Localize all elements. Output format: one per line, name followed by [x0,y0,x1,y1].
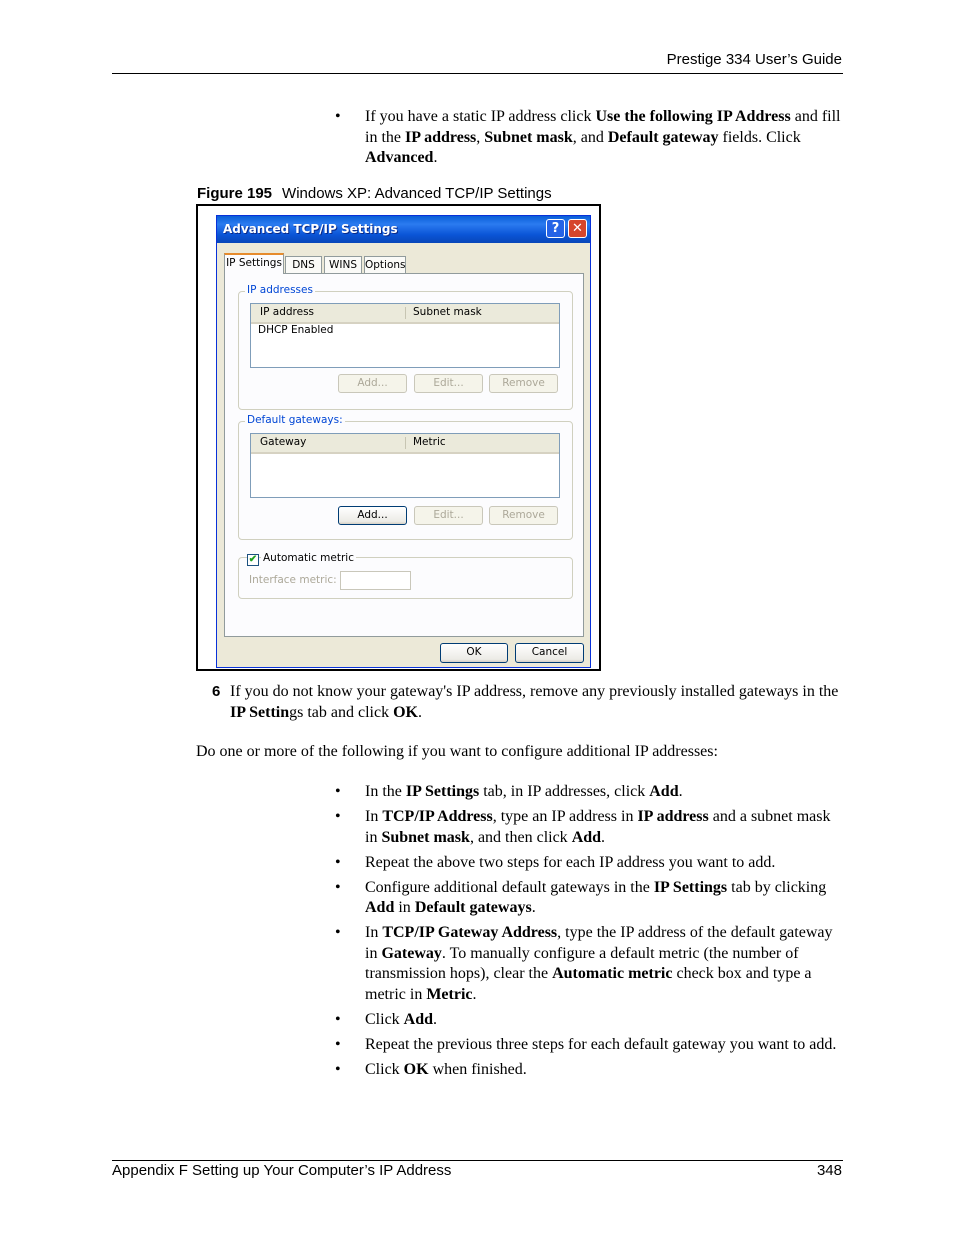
list-item-text [365,783,683,800]
body-paragraph: Do one or more of the following if you want to configure additional IP addresses: [196,743,718,760]
list-item [335,782,845,803]
ip-address-list[interactable] [250,303,560,368]
bullet-dot: • [335,924,341,941]
bold-term: IP Settin [230,703,290,721]
bold-term: Add [571,828,602,846]
text-run: . [531,899,536,916]
bullet-dot: • [335,783,341,800]
text-run: Configure additional default gateways in the [365,878,654,896]
text-run: fields. Click [718,128,801,146]
text-run: , type the IP address of the default gateway in [365,924,833,962]
list-item [335,1060,845,1081]
interface-metric-label: Interface metric: [249,574,337,586]
default-gateways-label: Default gateways: [247,414,343,426]
metric-column[interactable]: Metric [413,436,446,448]
ip-add-button[interactable]: Add... [338,374,407,393]
bold-term: IP address [405,128,477,146]
text-run: and a subnet mask in [365,808,831,846]
ip-addresses-label: IP addresses [247,284,313,296]
gateway-remove-button[interactable]: Remove [489,506,558,525]
figure-frame [196,204,601,671]
text-run: , [476,128,485,146]
text-run: In the [365,783,406,800]
bold-term: Add [649,783,679,800]
bullet-list [335,782,845,1085]
automatic-metric-checkbox[interactable] [247,554,259,566]
bullet-dot: • [335,1035,341,1053]
text-run: when finished. [428,1060,527,1078]
list-item [335,878,845,919]
footer-rule [112,1160,843,1161]
ip-remove-button[interactable]: Remove [489,374,558,393]
interface-metric-input[interactable] [340,571,411,590]
bold-term: Subnet mask [381,828,470,846]
list-item-text [365,1061,527,1078]
advanced-tcpip-dialog [216,215,591,668]
list-item [335,853,845,874]
default-gateways-group [238,414,573,540]
footer-chapter-title: Appendix F Setting up Your Computer’s IP Address [112,1162,452,1179]
bold-term: IP address [637,808,709,825]
step-6-text [212,682,852,723]
bold-term: Default gateway [607,128,719,146]
bold-term: Use the following IP Address [595,108,791,125]
text-run: . [678,783,683,800]
bold-term: Gateway [381,944,442,962]
bold-term: Default gateways [414,899,532,916]
text-run: Repeat the previous three steps for each default gateway you want to add. [365,1035,837,1053]
intro-bullet-block [335,107,845,173]
gateway-list[interactable] [250,433,560,498]
close-button[interactable] [568,219,587,238]
bold-term: TCP/IP Address [382,808,493,825]
ip-list-header [251,304,559,324]
dialog-title: Advanced TCP/IP Settings [223,222,398,236]
list-item-text [365,854,775,871]
bold-term: Automatic metric [552,965,673,982]
text-run: Click [365,1010,404,1028]
header-rule [112,73,843,74]
text-run: , and [572,128,608,146]
gateway-list-header [251,434,559,454]
list-item [335,807,845,848]
bold-term: Subnet mask [484,128,573,146]
bold-term: Advanced [365,149,434,166]
bullet-dot: • [335,108,341,125]
bold-term: Add [365,899,395,916]
metric-group [238,552,573,599]
text-run: In [365,808,383,825]
bold-term: OK [393,703,418,721]
page-header-title: Prestige 334 User’s Guide [666,51,842,68]
tab-options[interactable]: Options [364,256,406,273]
cancel-button[interactable]: Cancel [515,643,584,663]
list-item-text [365,808,830,846]
close-icon: ✕ [572,221,583,236]
automatic-metric-label: Automatic metric [263,552,354,564]
figure-caption [197,185,552,202]
bold-term: Metric [426,985,473,1003]
text-run: tab, in IP addresses, click [479,783,650,800]
ok-button[interactable]: OK [440,643,508,663]
text-run: . [433,149,438,166]
text-run: Repeat the above two steps for each IP address you want to add. [365,853,776,871]
tab-dns[interactable]: DNS [285,256,322,273]
ip-addresses-group [238,284,573,410]
list-item [335,1010,845,1031]
gateway-add-button[interactable]: Add... [338,506,407,525]
gateway-edit-button[interactable]: Edit... [414,506,483,525]
text-run: check box and type a metric in [365,965,812,1003]
list-item-text [365,924,832,1003]
text-run: , and then click [469,828,572,846]
column-divider [405,307,406,319]
subnet-mask-column[interactable]: Subnet mask [413,306,482,318]
list-item-text [365,879,826,917]
text-run: , type an IP address in [492,808,638,825]
bullet-dot: • [335,853,341,871]
text-run: . To manually configure a default metric (the number of transmission hops), clear the [365,944,799,982]
ip-address-column[interactable]: IP address [260,306,315,318]
page-number: 348 [816,1162,842,1179]
ip-settings-pane [224,273,584,637]
list-item-text [365,1036,836,1053]
list-item [335,1035,845,1056]
list-item [335,923,845,1005]
bold-term: IP Settings [653,878,728,896]
ip-edit-button[interactable]: Edit... [414,374,483,393]
text-run: . [417,703,422,721]
text-run: in [394,899,415,916]
bold-term: IP Settings [405,783,480,800]
bold-term: TCP/IP Gateway Address [382,924,558,941]
bold-term: OK [403,1060,429,1078]
intro-bullet-text [365,108,840,166]
bullet-dot: • [335,1060,341,1078]
bold-term: Add [403,1010,434,1028]
bullet-dot: • [335,878,341,896]
dialog-titlebar[interactable] [217,216,590,243]
text-run: tab by clicking [727,878,827,896]
text-run: . [433,1010,438,1028]
help-button[interactable] [546,219,565,238]
tab-ip-settings[interactable]: IP Settings [224,253,284,274]
gateway-column[interactable]: Gateway [260,436,307,448]
figure-title: Windows XP: Advanced TCP/IP Settings [282,185,552,202]
text-run: If you have a static IP address click [365,108,596,125]
list-item-text [365,1011,437,1028]
check-mark-icon: ✔ [248,554,258,565]
step-number: 6 [212,683,221,700]
help-icon: ? [551,221,560,236]
bullet-dot: • [335,808,341,825]
step-6 [212,682,852,723]
text-run: . [472,985,477,1003]
text-run: . [601,828,606,846]
bullet-dot: • [335,1010,341,1028]
figure-number: Figure 195 [197,185,273,202]
list-item[interactable]: DHCP Enabled [258,324,334,336]
text-run: and fill in the [365,108,841,146]
intro-bullet [335,107,845,169]
text-run: gs tab and click [289,703,394,721]
text-run: If you do not know your gateway's IP address, remove any previously installed gateways in the [230,683,839,700]
tab-wins[interactable]: WINS [324,256,362,273]
text-run: Click [365,1060,404,1078]
column-divider [405,437,406,449]
text-run: In [365,924,383,941]
